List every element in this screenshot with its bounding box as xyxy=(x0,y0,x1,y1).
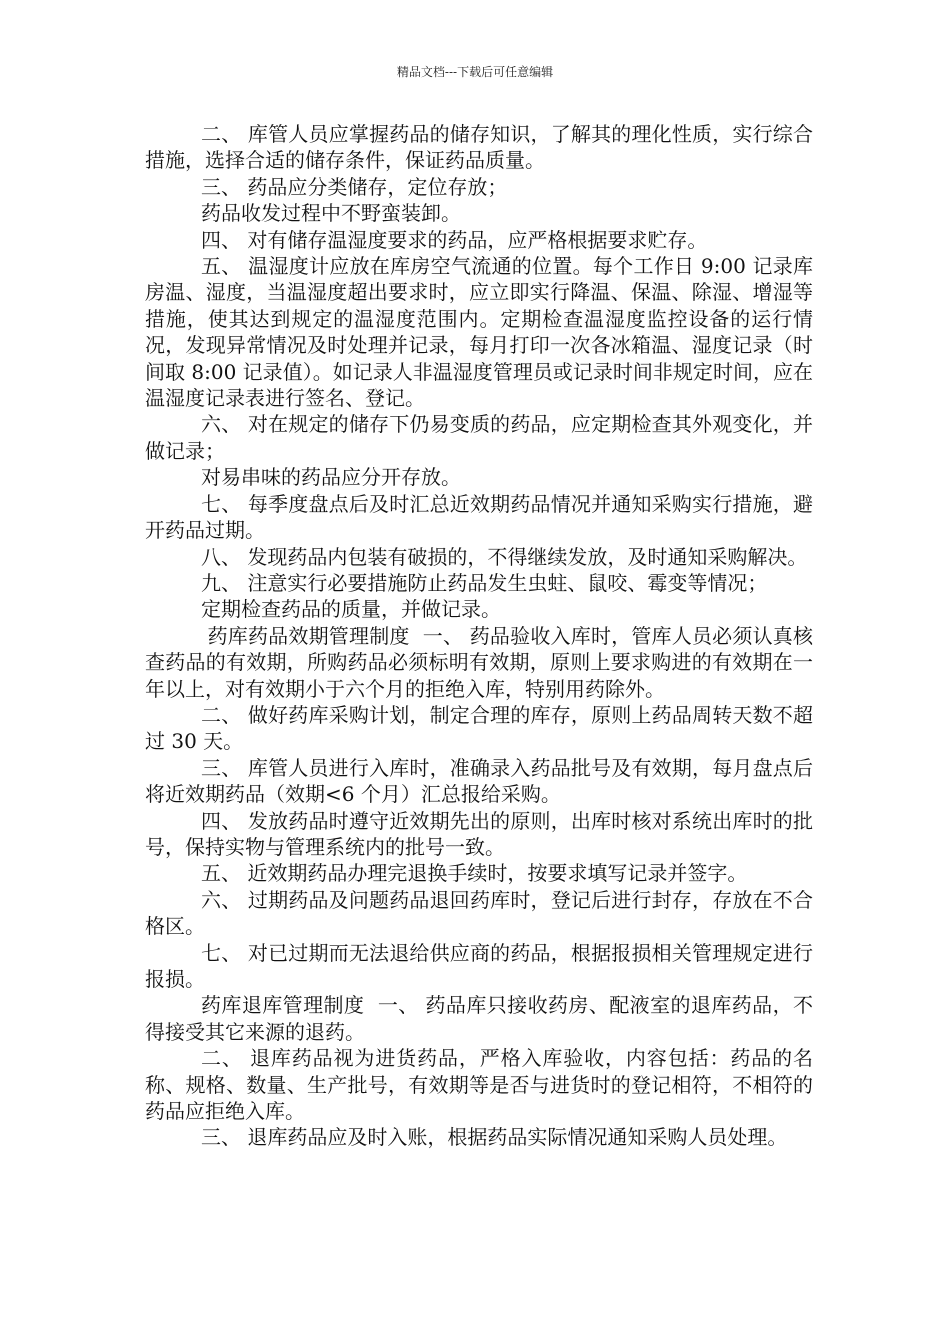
paragraph: 五、 温湿度计应放在库房空气流通的位置。每个工作日 9:00 记录库房温、湿度，当温湿度超出要求时，应立即实行降温、保温、除湿、增湿等措施，使其达到规定的温湿度范围内。定期检查温湿度监控设备的运行情况，发现异常情况及时处理并记录，每月打印一次各冰箱温、湿度记录（时间取 8:00 记录值）。如记录人非温湿度管理员或记录时间非规定时间，应在温湿度记录表进行签名、登记。 xyxy=(145,254,813,411)
document-body xyxy=(145,121,813,1151)
paragraph: 六、 对在规定的储存下仍易变质的药品，应定期检查其外观变化，并做记录； xyxy=(145,412,813,463)
paragraph: 药库退库管理制度 一、 药品库只接收药房、配液室的退库药品，不得接受其它来源的退药。 xyxy=(145,993,813,1044)
paragraph: 六、 过期药品及问题药品退回药库时，登记后进行封存，存放在不合格区。 xyxy=(145,887,813,939)
paragraph: 定期检查药品的质量，并做记录。 xyxy=(201,597,501,622)
paragraph: 三、 库管人员进行入库时，准确录入药品批号及有效期，每月盘点后将近效期药品（效期<6 个月）汇总报给采购。 xyxy=(145,755,813,807)
paragraph: 八、 发现药品内包装有破损的，不得继续发放，及时通知采购解决。 xyxy=(201,544,808,569)
paragraph: 二、 库管人员应掌握药品的储存知识，了解其的理化性质，实行综合措施，选择合适的储存条件，保证药品质量。 xyxy=(145,122,813,173)
paragraph: 七、 对已过期而无法退给供应商的药品，根据报损相关管理规定进行报损。 xyxy=(145,940,813,991)
paragraph: 五、 近效期药品办理完退换手续时，按要求填写记录并签字。 xyxy=(201,861,748,886)
paragraph: 二、 做好药库采购计划，制定合理的库存，原则上药品周转天数不超过 30 天。 xyxy=(145,702,813,754)
paragraph: 药品收发过程中不野蛮装卸。 xyxy=(201,201,461,226)
paragraph: 二、 退库药品视为进货药品，严格入库验收，内容包括：药品的名称、规格、数量、生产批号，有效期等是否与进货时的登记相符，不相符的药品应拒绝入库。 xyxy=(145,1046,813,1124)
paragraph: 九、 注意实行必要措施防止药品发生虫蛀、鼠咬、霉变等情况； xyxy=(201,570,768,595)
paragraph: 四、 发放药品时遵守近效期先出的原则，出库时核对系统出库时的批号，保持实物与管理系统内的批号一致。 xyxy=(145,808,813,859)
paragraph: 三、 药品应分类储存，定位存放； xyxy=(201,174,508,199)
paragraph: 药库药品效期管理制度 一、 药品验收入库时，管库人员必须认真核查药品的有效期，所购药品必须标明有效期，原则上要求购进的有效期在一年以上，对有效期小于六个月的拒绝入库，特别用药除外。 xyxy=(145,623,813,701)
paragraph: 对易串味的药品应分开存放。 xyxy=(201,465,461,490)
paragraph: 七、 每季度盘点后及时汇总近效期药品情况并通知采购实行措施，避开药品过期。 xyxy=(145,491,813,543)
paragraph: 三、 退库药品应及时入账，根据药品实际情况通知采购人员处理。 xyxy=(201,1125,788,1150)
paragraph: 四、 对有储存温湿度要求的药品，应严格根据要求贮存。 xyxy=(201,227,708,252)
page-header: 精品文档---下载后可任意编辑 xyxy=(396,65,554,79)
